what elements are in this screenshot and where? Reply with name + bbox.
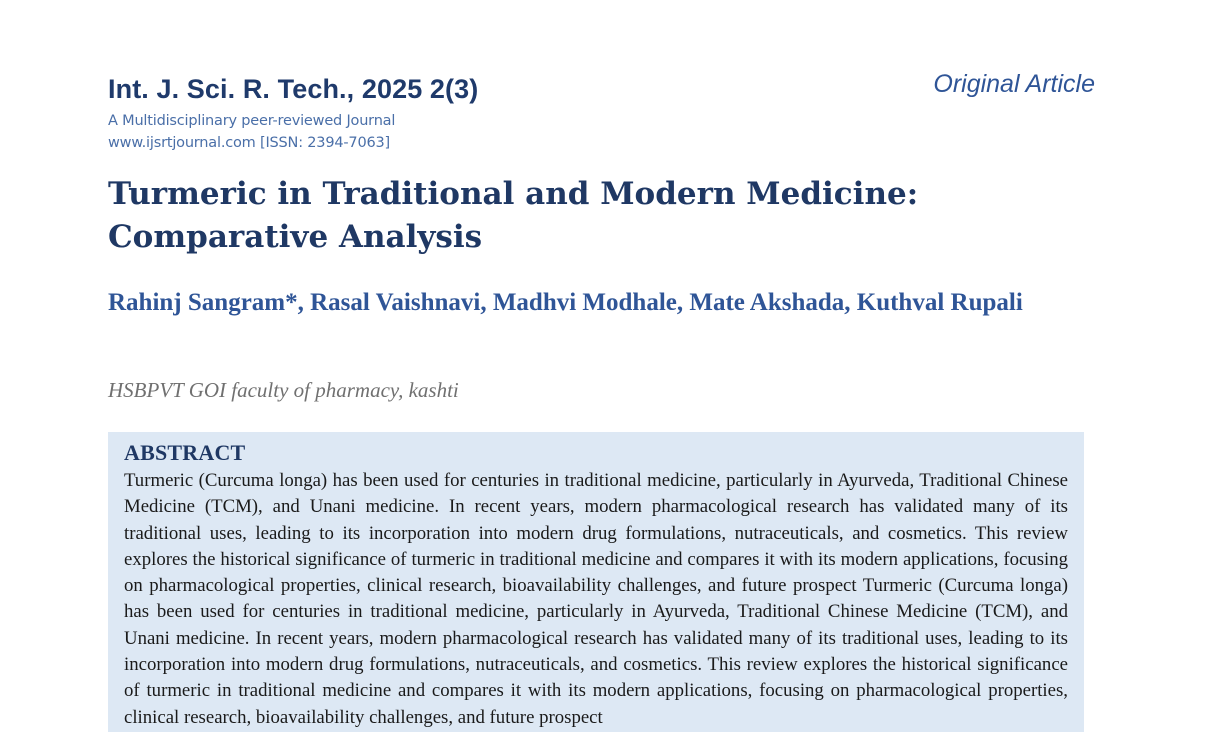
journal-website: www.ijsrtjournal.com [ISSN: 2394-7063] [108,135,390,151]
abstract-text: Turmeric (Curcuma longa) has been used for centuries in traditional medicine, particularly in Ayurveda, Traditional Chinese Medicine (TCM), and Unani medicine. In recent years, modern pharmacological research has validated many of its traditional uses, leading to its incorporation into modern drug formulations, nutraceuticals, and cosmetics. This review explores the historical significance of turmeric in traditional medicine and compares it with its modern applications, focusing on pharmacological properties, clinical research, bioavailability challenges, and future prospect Turmeric (Curcuma longa) has been used for centuries in traditional medicine, particularly in Ayurveda, Traditional Chinese Medicine (TCM), and Unani medicine. In recent years, modern pharmacological research has validated many of its traditional uses, leading to its incorporation into modern drug formulations, nutraceuticals, and cosmetics. This review explores the historical significance of turmeric in traditional medicine and compares it with its modern applications, focusing on pharmacological properties, clinical research, bioavailability challenges, and future prospect [124,470,1068,728]
abstract-heading: ABSTRACT [124,440,246,465]
article-type-label: Original Article [933,70,1095,98]
author-affiliation: HSBPVT GOI faculty of pharmacy, kashti [108,378,459,402]
journal-subtitle: A Multidisciplinary peer-reviewed Journal [108,113,396,129]
author-list: Rahinj Sangram*, Rasal Vaishnavi, Madhvi Modhale, Mate Akshada, Kuthval Rupali [108,289,1023,316]
paper-title: Turmeric in Traditional and Modern Medicine: Comparative Analysis [108,176,919,255]
journal-title: Int. J. Sci. R. Tech., 2025 2(3) [108,74,479,104]
abstract-section [108,432,1084,732]
